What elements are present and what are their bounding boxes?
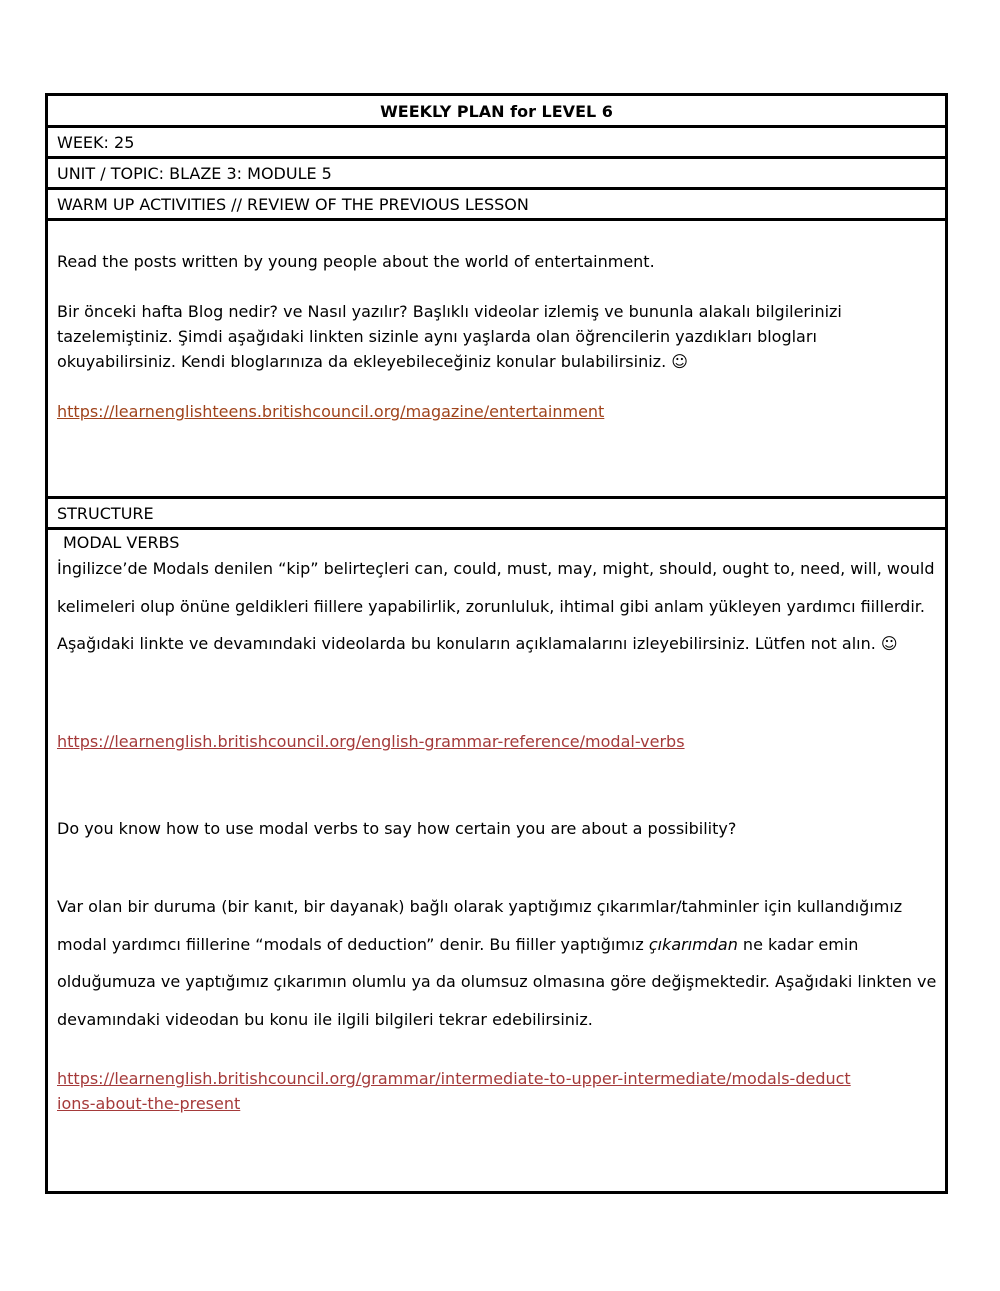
- warmup-intro: Read the posts written by young people about the world of entertainment.: [57, 252, 655, 271]
- modal-verbs-subheading: MODAL VERBS: [63, 533, 180, 552]
- warmup-content-row: [48, 221, 945, 499]
- modal-verbs-link[interactable]: https://learnenglish.britishcouncil.org/english-grammar-reference/modal-verbs: [57, 732, 685, 751]
- week-label: WEEK: 25: [57, 133, 135, 152]
- title-row: [48, 96, 945, 128]
- modals-paragraph: İngilizce’de Modals denilen “kip” belirteçleri can, could, must, may, might, should, ought to, need, will, would kelimeleri olup önüne geldikleri fiillere yapabilirlik, zorunluluk, ihtimal gibi anlam yükleyen yardımcı fiillerdir. Aşağıdaki linkte ve devamındaki videolarda bu konuların açıklamalarını izleyebilirsiniz. Lütfen not alın. ☺: [57, 559, 935, 653]
- entertainment-link[interactable]: https://learnenglishteens.britishcouncil.org/magazine/entertainment: [57, 402, 605, 421]
- weekly-plan-table: [45, 93, 948, 1194]
- deduction-italic: çıkarımdan: [648, 934, 738, 954]
- modals-deductions-link[interactable]: https://learnenglish.britishcouncil.org/grammar/intermediate-to-upper-intermediate/modals-deductions-about-the-present: [57, 1069, 851, 1113]
- structure-heading-row: [48, 499, 945, 530]
- structure-heading: STRUCTURE: [57, 504, 154, 523]
- unit-row: [48, 159, 945, 190]
- page-title: WEEKLY PLAN for LEVEL 6: [380, 102, 613, 121]
- warmup-heading-row: [48, 190, 945, 221]
- warmup-heading: WARM UP ACTIVITIES // REVIEW OF THE PREVIOUS LESSON: [57, 195, 529, 214]
- unit-topic-label: UNIT / TOPIC: BLAZE 3: MODULE 5: [57, 164, 332, 183]
- warmup-body: Bir önceki hafta Blog nedir? ve Nasıl yazılır? Başlıklı videolar izlemiş ve bununla alakalı bilgilerinizi tazelemiştiniz. Şimdi aşağıdaki linkten sizinle aynı yaşlarda olan öğrencilerin yazdıkları blogları okuyabilirsiniz. Kendi bloglarınıza da ekleyebileceğiniz konular bulabilirsiniz. ☺: [57, 302, 842, 371]
- structure-content-row: [48, 530, 945, 1191]
- week-row: [48, 128, 945, 159]
- modal-question: Do you know how to use modal verbs to say how certain you are about a possibility?: [57, 819, 737, 838]
- deduction-paragraph: Var olan bir duruma (bir kanıt, bir dayanak) bağlı olarak yaptığımız çıkarımlar/tahminler için kullandığımız modal yardımcı fiillerine “modals of deduction” denir. Bu fiiller yaptığımız çıkarımdan ne kadar emin olduğumuza ve yaptığımız çıkarımın olumlu ya da olumsuz olmasına göre değişmektedir. Aşağıdaki linkten ve devamındaki videodan bu konu ile ilgili bilgileri tekrar edebilirsiniz.: [57, 897, 937, 1029]
